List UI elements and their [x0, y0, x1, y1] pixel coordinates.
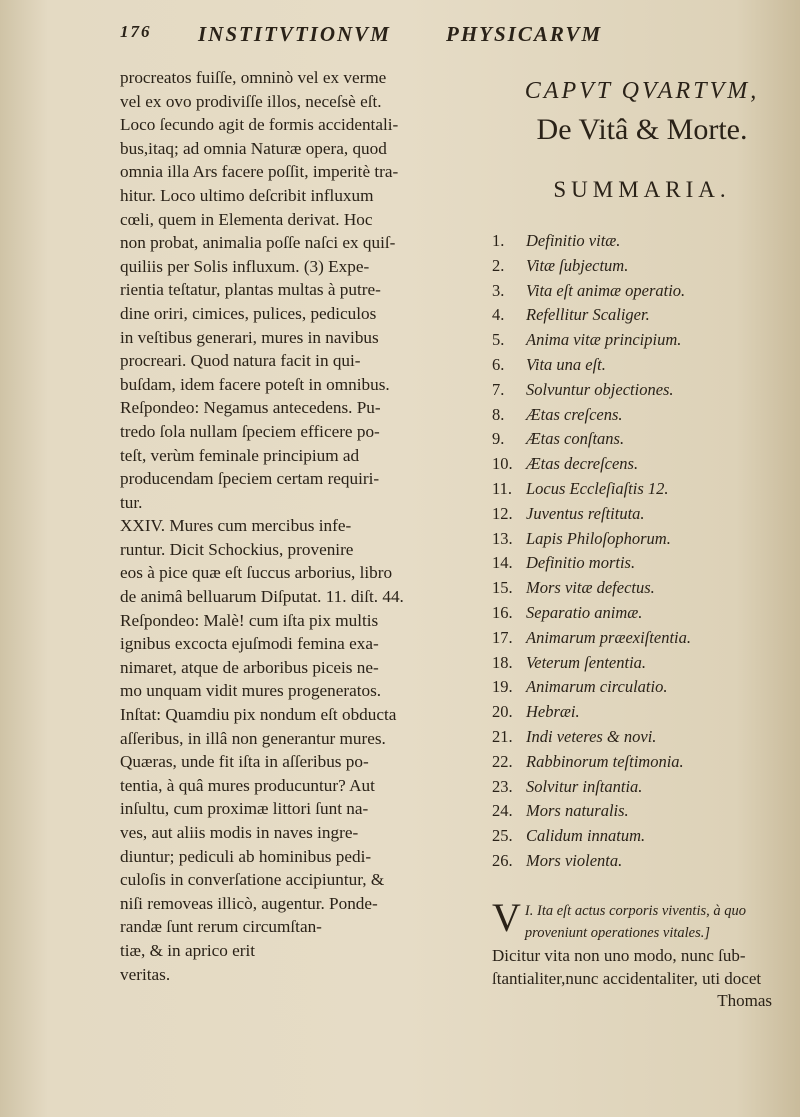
text-line: omnia illa Ars facere poſſit, imperitè tra- — [120, 162, 399, 182]
summary-item-text: Mors violenta. — [526, 850, 623, 870]
definition-paragraph — [492, 894, 792, 944]
text-line: inſultu, cum proximæ littori ſunt na- — [120, 799, 369, 819]
summary-item — [492, 229, 792, 254]
summary-heading: SUMMARIA. — [553, 177, 731, 202]
summary-item-number: 5. — [492, 330, 505, 350]
text-line: eos à pice quæ eſt ſuccus arborius, libro — [120, 563, 393, 583]
summary-item — [492, 750, 792, 775]
text-line: nimaret, atque de arboribus piceis ne- — [120, 657, 379, 677]
summary-item-number: 7. — [492, 379, 505, 399]
summary-item — [492, 799, 792, 824]
summary-item-text: Ætas conſtans. — [526, 429, 625, 449]
text-line: teſt, verùm feminale principium ad — [120, 445, 360, 465]
chapter-heading: CAPVT QVARTVM, — [524, 78, 760, 104]
summary-item-text: Vitæ ſubjectum. — [526, 255, 629, 275]
text-line: Reſpondeo: Malè! cum iſta pix multis — [120, 610, 379, 630]
summary-item-text: Ætas creſcens. — [526, 404, 623, 424]
text-line: ſtantialiter,nunc accidentaliter, uti docet — [492, 969, 762, 989]
summary-item-number: 12. — [492, 503, 513, 523]
summary-item-text: Definitio mortis. — [526, 553, 636, 573]
text-line: niſi removeas illicò, augentur. Ponde- — [120, 893, 378, 913]
text-line: hitur. Loco ultimo deſcribit influxum — [120, 185, 374, 205]
summary-item — [492, 477, 792, 502]
summary-item-text: Solvitur inſtantia. — [526, 776, 643, 796]
text-line: in veſtibus generari, mures in navibus — [120, 327, 379, 347]
text-line: tiæ, & in aprico erit — [120, 940, 256, 960]
text-line: quiliis per Solis influxum. (3) Expe- — [120, 256, 370, 276]
text-line: veritas. — [120, 964, 171, 984]
summary-item-text: Juventus reſtituta. — [526, 503, 645, 523]
summary-list — [492, 229, 792, 874]
summary-item-text: Lapis Philoſophorum. — [526, 528, 671, 548]
text-line: bus,itaq; ad omnia Naturæ opera, quod — [120, 138, 387, 158]
summary-item-text: Vita una eſt. — [526, 354, 606, 374]
summary-item — [492, 849, 792, 874]
summary-item — [492, 328, 792, 353]
summary-item-number: 16. — [492, 602, 513, 622]
summary-item-text: Animarum circulatio. — [526, 677, 668, 697]
summary-item-text: Vita eſt animæ operatio. — [526, 280, 686, 300]
summary-item-text: Rabbinorum teſtimonia. — [526, 751, 684, 771]
summary-item — [492, 576, 792, 601]
definition-line-2: proveniunt operationes vitales.] — [524, 924, 711, 941]
summary-item-number: 17. — [492, 627, 513, 647]
running-title-right: PHYSICARVM — [446, 22, 603, 46]
text-line: Reſpondeo: Negamus antecedens. Pu- — [120, 398, 381, 418]
summary-item-number: 10. — [492, 454, 513, 474]
summary-item — [492, 279, 792, 304]
chapter-subject: De Vitâ & Morte. — [536, 113, 748, 146]
summary-item-text: Veterum ſententia. — [526, 652, 647, 672]
summary-item — [492, 675, 792, 700]
summary-item-number: 19. — [492, 677, 513, 697]
summary-item — [492, 651, 792, 676]
catchword: Thomas — [717, 990, 772, 1010]
text-line: rientia teſtatur, plantas multas à putre- — [120, 280, 381, 300]
summary-item-number: 23. — [492, 776, 513, 796]
summary-item-number: 15. — [492, 578, 513, 598]
summary-item-number: 8. — [492, 404, 505, 424]
summary-item — [492, 725, 792, 750]
text-line: Quæras, unde fit iſta in aſſeribus po- — [120, 752, 369, 772]
summary-item-number: 3. — [492, 280, 505, 300]
right-body-text — [492, 944, 792, 991]
text-line: tur. — [120, 492, 143, 512]
summary-item-number: 9. — [492, 429, 505, 449]
text-line: buſdam, idem facere poteſt in omnibus. — [120, 374, 390, 394]
summary-item-text: Anima vitæ principium. — [526, 330, 682, 350]
summary-item-text: Locus Eccleſiaſtis 12. — [526, 478, 669, 498]
text-line: Dicitur vita non uno modo, nunc ſub- — [492, 945, 746, 965]
summary-item-text: Definitio vitæ. — [526, 231, 621, 250]
summary-item-text: Mors vitæ defectus. — [526, 578, 655, 598]
summary-item — [492, 427, 792, 452]
summary-item — [492, 551, 792, 576]
summary-item-text: Separatio animæ. — [526, 602, 643, 622]
text-line: procreatos fuiſſe, omninò vel ex verme — [120, 68, 387, 87]
summary-item-text: Solvuntur objectiones. — [526, 379, 674, 399]
summary-item-number: 13. — [492, 528, 513, 548]
summary-item — [492, 824, 792, 849]
summary-item — [492, 502, 792, 527]
text-line: producendam ſpeciem certam requiri- — [120, 469, 380, 489]
text-line: cœli, quem in Elementa derivat. Hoc — [120, 209, 373, 229]
summary-item — [492, 626, 792, 651]
summary-item — [492, 775, 792, 800]
summary-item — [492, 303, 792, 328]
text-line: randæ ſunt rerum circumſtan- — [120, 917, 322, 937]
summary-item-number: 20. — [492, 702, 513, 722]
summary-item — [492, 378, 792, 403]
definition-number: I. — [524, 902, 534, 919]
text-line: ignibus excocta ejuſmodi femina exa- — [120, 634, 379, 654]
summary-item-number: 21. — [492, 726, 513, 746]
text-line: vel ex ovo prodiviſſe illos, neceſsè eſt. — [120, 91, 382, 111]
summary-item — [492, 601, 792, 626]
text-line: procreari. Quod natura facit in qui- — [120, 351, 361, 371]
summary-item-number: 4. — [492, 305, 505, 325]
summary-item-number: 22. — [492, 751, 513, 771]
summary-item-number: 24. — [492, 801, 513, 821]
summary-item — [492, 254, 792, 279]
text-line: tredo ſola nullam ſpeciem efficere po- — [120, 421, 380, 441]
summary-item-text: Animarum præexiſtentia. — [526, 627, 691, 647]
text-line: de animâ belluarum Diſputat. 11. diſt. 44. — [120, 587, 404, 607]
summary-item-number: 18. — [492, 652, 513, 672]
text-line: Inſtat: Quamdiu pix nondum eſt obducta — [120, 705, 397, 725]
summary-item — [492, 353, 792, 378]
summary-item-number: 14. — [492, 553, 513, 573]
definition-line-1: Ita eſt actus corporis viventis, à quo — [536, 902, 746, 919]
text-line: aſſeribus, in illâ non generantur mures. — [120, 728, 386, 748]
right-column — [492, 66, 792, 1011]
page-number: 176 — [120, 22, 152, 41]
summary-item-number: 2. — [492, 255, 505, 275]
running-head — [120, 22, 800, 62]
summary-item-text: Calidum innatum. — [526, 826, 646, 846]
summary-item-number: 1. — [492, 231, 505, 250]
summary-item — [492, 527, 792, 552]
summary-item-number: 11. — [492, 478, 513, 498]
summary-item-text: Hebræi. — [526, 702, 580, 722]
summary-item — [492, 700, 792, 725]
text-line: tentia, à quâ mures producuntur? Aut — [120, 775, 375, 795]
summary-item-text: Indi veteres & novi. — [526, 726, 657, 746]
summary-item-number: 6. — [492, 354, 505, 374]
summary-item — [492, 452, 792, 477]
text-line: dine oriri, cimices, pulices, pediculos — [120, 303, 377, 323]
text-line: non probat, animalia poſſe naſci ex quiſ- — [120, 233, 396, 253]
left-column — [120, 66, 480, 986]
summary-item-number: 25. — [492, 826, 513, 846]
text-line: XXIV. Mures cum mercibus infe- — [120, 516, 352, 536]
summary-item-text: Ætas decreſcens. — [526, 454, 639, 474]
text-line: ves, aut aliis modis in naves ingre- — [120, 823, 359, 842]
running-title-left: INSTITVTIONVM — [198, 22, 391, 46]
text-line: culoſis in converſatione accipiuntur, & — [120, 870, 385, 890]
text-line: runtur. Dicit Schockius, provenire — [120, 539, 354, 559]
text-line: Loco ſecundo agit de formis accidentali- — [120, 115, 399, 135]
text-line: mo unquam vidit mures progeneratos. — [120, 681, 382, 701]
summary-item-text: Mors naturalis. — [526, 801, 629, 821]
summary-item-number: 26. — [492, 850, 513, 870]
summary-item — [492, 403, 792, 428]
drop-cap: V — [492, 894, 521, 940]
summary-item-text: Refellitur Scaliger. — [526, 305, 650, 325]
text-line: diuntur; pediculi ab hominibus pedi- — [120, 846, 372, 866]
